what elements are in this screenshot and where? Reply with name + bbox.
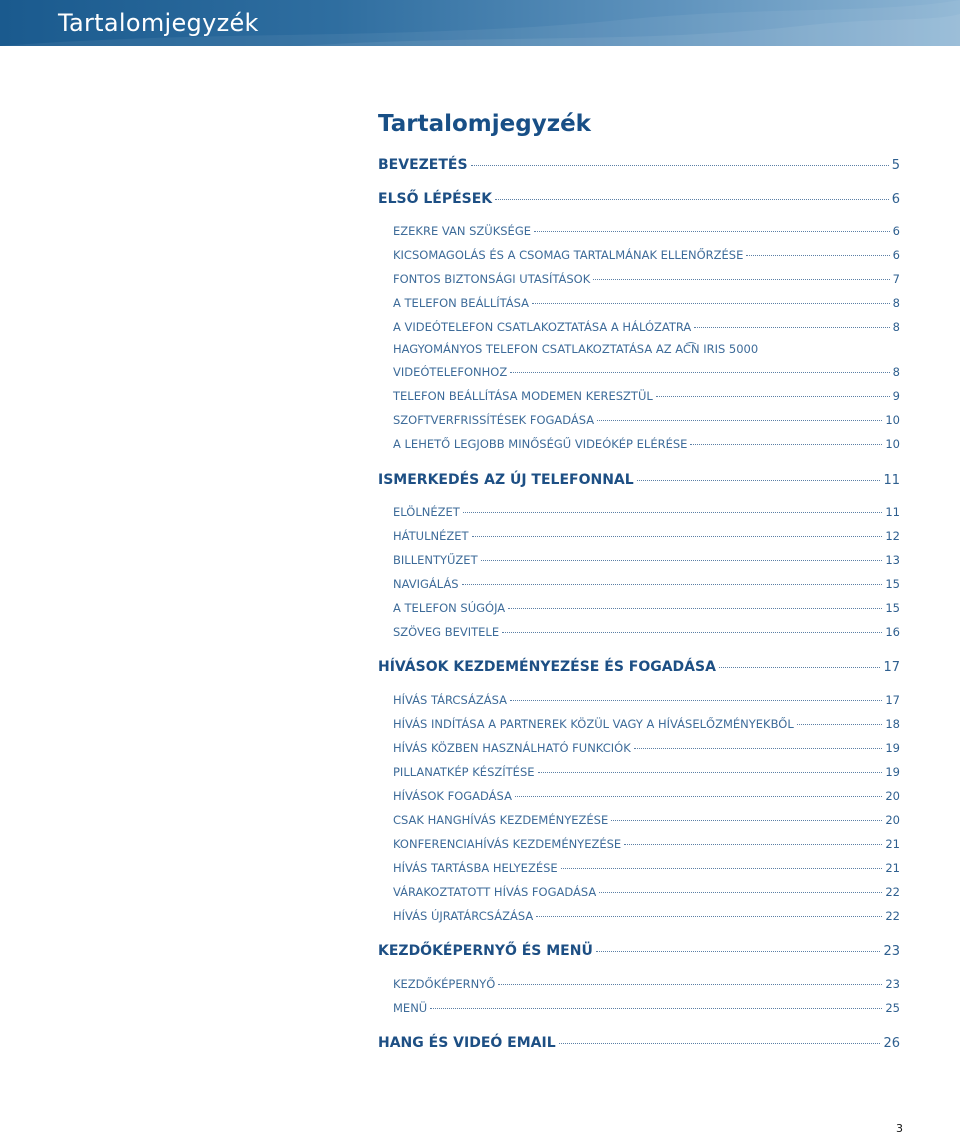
toc-entry-page: 10 [885, 413, 900, 427]
toc-entry-hivasok[interactable] [378, 659, 900, 675]
toc-entry-page: 8 [892, 320, 900, 334]
toc-entry-telefon-beallitasa[interactable] [393, 296, 900, 310]
page-title: Tartalomjegyzék [378, 111, 591, 137]
toc-entry-label: SZÖVEG BEVITELE [393, 625, 500, 639]
toc-entry-page: 22 [885, 885, 900, 899]
toc-entry-page: 17 [885, 693, 900, 707]
toc-entry-szoftverfrissitesek[interactable] [393, 413, 900, 427]
toc-leader [472, 536, 883, 537]
toc-leader [532, 303, 890, 304]
toc-leader [746, 255, 889, 256]
toc-entry-page: 15 [885, 577, 900, 591]
toc-entry-hatulnezet[interactable] [393, 529, 900, 543]
toc-entry-label: EZEKRE VAN SZÜKSÉGE [393, 224, 531, 238]
toc-entry-page: 12 [885, 529, 900, 543]
toc-entry-label: A TELEFON SÚGÓJA [393, 601, 506, 615]
toc-entry-page: 20 [885, 813, 900, 827]
toc-leader [593, 279, 889, 280]
toc-entry-label: ELÖLNÉZET [393, 505, 460, 519]
toc-entry-label: A TELEFON BEÁLLÍTÁSA [393, 296, 530, 310]
toc-entry-page: 19 [885, 765, 900, 779]
toc-entry-varakoztatott[interactable] [393, 885, 900, 899]
toc-entry-videokep[interactable] [393, 437, 900, 451]
toc-entry-tartasba-helyezes[interactable] [393, 861, 900, 875]
toc-leader [599, 892, 882, 893]
toc-entry-label: SZOFTVERFRISSÍTÉSEK FOGADÁSA [393, 413, 595, 427]
toc-leader [596, 951, 881, 952]
toc-entry-videotelefon-halozat[interactable] [393, 320, 900, 334]
toc-entry-label: ISMERKEDÉS AZ ÚJ TELEFONNAL [378, 472, 634, 488]
toc-entry-label: HÍVÁS KÖZBEN HASZNÁLHATÓ FUNKCIÓK [393, 741, 631, 755]
toc-entry-label: HÍVÁSOK FOGADÁSA [393, 789, 512, 803]
toc-entry-page: 5 [891, 158, 900, 173]
toc-entry-menu[interactable] [393, 1001, 900, 1015]
toc-entry-page: 6 [892, 224, 900, 238]
toc-entry-pillanatkep[interactable] [393, 765, 900, 779]
toc-entry-page: 15 [885, 601, 900, 615]
toc-leader [656, 396, 890, 397]
toc-leader [510, 372, 889, 373]
toc-entry-billentyuzet[interactable] [393, 553, 900, 567]
toc-entry-label: MENÜ [393, 1001, 428, 1015]
toc-entry-page: 23 [883, 944, 900, 959]
toc-entry-page: 8 [892, 365, 900, 379]
toc-entry-page: 11 [885, 505, 900, 519]
toc-entry-label: HANG ÉS VIDEÓ EMAIL [378, 1035, 556, 1051]
toc-entry-page: 6 [892, 248, 900, 262]
toc-leader [536, 916, 882, 917]
toc-leader [534, 231, 890, 232]
toc-leader [481, 560, 883, 561]
toc-entry-page: 19 [885, 741, 900, 755]
toc-entry-ujratarcsazas[interactable] [393, 909, 900, 923]
toc-entry-hagyomanyos-telefon[interactable] [393, 365, 900, 379]
toc-leader [559, 1043, 881, 1044]
toc-entry-label: VIDEÓTELEFONHOZ [393, 365, 508, 379]
toc-entry-page: 26 [883, 1036, 900, 1051]
toc-entry-page: 8 [892, 296, 900, 310]
toc-entry-modem[interactable] [393, 389, 900, 403]
toc-leader [462, 584, 883, 585]
toc-leader [694, 327, 889, 328]
toc-entry-label: NAVIGÁLÁS [393, 577, 459, 591]
toc-entry-page: 25 [885, 1001, 900, 1015]
toc-entry-page: 22 [885, 909, 900, 923]
toc-entry-page: 23 [885, 977, 900, 991]
toc-entry-label: HÍVÁS INDÍTÁSA A PARTNEREK KÖZÜL VAGY A HÍVÁSELŐZMÉNYEKBŐL [393, 717, 794, 731]
toc-entry-page: 6 [891, 192, 900, 207]
toc-leader [508, 608, 882, 609]
toc-entry-label: BEVEZETÉS [378, 157, 468, 173]
toc-entry-fontos-biztonsagi[interactable] [393, 272, 900, 286]
toc-entry-hanghivas[interactable] [393, 813, 900, 827]
toc-leader [611, 820, 882, 821]
toc-entry-label: KICSOMAGOLÁS ÉS A CSOMAG TARTALMÁNAK ELLENŐRZÉSE [393, 248, 744, 262]
toc-entry-hivas-tarcsazasa[interactable] [393, 693, 900, 707]
toc-leader [538, 772, 883, 773]
toc-leader [495, 199, 889, 200]
toc-entry-page: 18 [885, 717, 900, 731]
toc-entry-label: A LEHETŐ LEGJOBB MINŐSÉGŰ VIDEÓKÉP ELÉRÉSE [393, 437, 688, 451]
toc-entry-page: 20 [885, 789, 900, 803]
toc-entry-hang-video-email[interactable] [378, 1035, 900, 1051]
toc-entry-hagyomanyos-label-line1[interactable]: HAGYOMÁNYOS TELEFON CSATLAKOZTATÁSA AZ AC͡N IRIS 5000 [393, 342, 759, 356]
toc-leader [797, 724, 883, 725]
toc-entry-page: 17 [883, 660, 900, 675]
toc-entry-label: PILLANATKÉP KÉSZÍTÉSE [393, 765, 535, 779]
toc-entry-label: A VIDEÓTELEFON CSATLAKOZTATÁSA A HÁLÓZATRA [393, 320, 692, 334]
toc-entry-kezdokepernyo[interactable] [393, 977, 900, 991]
toc-entry-label: KONFERENCIAHÍVÁS KEZDEMÉNYEZÉSE [393, 837, 622, 851]
toc-entry-label: VÁRAKOZTATOTT HÍVÁS FOGADÁSA [393, 885, 597, 899]
toc-entry-label: ELSŐ LÉPÉSEK [378, 191, 493, 207]
toc-entry-page: 16 [885, 625, 900, 639]
toc-entry-elso-lepesek[interactable] [378, 191, 900, 207]
toc-entry-konferenciahivas[interactable] [393, 837, 900, 851]
toc-entry-label: TELEFON BEÁLLÍTÁSA MODEMEN KERESZTÜL [393, 389, 653, 403]
toc-leader [634, 748, 883, 749]
toc-leader [561, 868, 883, 869]
toc-entry-page: 7 [892, 272, 900, 286]
toc-leader [502, 632, 882, 633]
toc-entry-kezdokepernyo-menu[interactable] [378, 943, 900, 959]
toc-entry-hivas-inditasa[interactable] [393, 717, 900, 731]
toc-entry-szoveg-bevitele[interactable] [393, 625, 900, 639]
toc-entry-kicsomagolas[interactable] [393, 248, 900, 262]
toc-entry-page: 13 [885, 553, 900, 567]
toc-entry-label: FONTOS BIZTONSÁGI UTASÍTÁSOK [393, 272, 591, 286]
toc-entry-sugo[interactable] [393, 601, 900, 615]
toc-entry-label: HÍVÁS ÚJRATÁRCSÁZÁSA [393, 909, 534, 923]
toc-leader [510, 700, 882, 701]
toc-entry-elolnezet[interactable] [393, 505, 900, 519]
toc-leader [498, 984, 882, 985]
toc-leader [719, 667, 881, 668]
toc-entry-bevezetes[interactable] [378, 157, 900, 173]
toc-entry-page: 21 [885, 861, 900, 875]
toc-leader [515, 796, 882, 797]
toc-entry-page: 21 [885, 837, 900, 851]
toc-entry-label: CSAK HANGHÍVÁS KEZDEMÉNYEZÉSE [393, 813, 609, 827]
toc-entry-label: HÍVÁSOK KEZDEMÉNYEZÉSE ÉS FOGADÁSA [378, 659, 716, 675]
toc-leader [597, 420, 882, 421]
toc-entry-ezekre-van-szuksege[interactable] [393, 224, 900, 238]
toc-entry-page: 11 [883, 473, 900, 488]
toc-entry-navigalas[interactable] [393, 577, 900, 591]
toc-leader [624, 844, 882, 845]
toc-entry-label: HÍVÁS TÁRCSÁZÁSA [393, 693, 507, 707]
toc-leader [430, 1008, 882, 1009]
toc-entry-label: KEZDŐKÉPERNYŐ ÉS MENÜ [378, 943, 593, 959]
toc-entry-hivas-kozben[interactable] [393, 741, 900, 755]
toc-leader [471, 165, 889, 166]
toc-entry-label: BILLENTYŰZET [393, 553, 478, 567]
toc-entry-label: HÁTULNÉZET [393, 529, 469, 543]
toc-entry-label: HÍVÁS TARTÁSBA HELYEZÉSE [393, 861, 558, 875]
toc-entry-ismerkedes[interactable] [378, 472, 900, 488]
toc-entry-hivasok-fogadasa[interactable] [393, 789, 900, 803]
header-title: Tartalomjegyzék [58, 9, 259, 37]
toc-leader [637, 480, 881, 481]
toc-leader [463, 512, 883, 513]
toc-entry-page: 10 [885, 437, 900, 451]
toc-leader [690, 444, 882, 445]
header-band [0, 0, 960, 46]
toc-entry-label: KEZDŐKÉPERNYŐ [393, 977, 496, 991]
toc-entry-page: 9 [892, 389, 900, 403]
page-number: 3 [896, 1122, 903, 1135]
